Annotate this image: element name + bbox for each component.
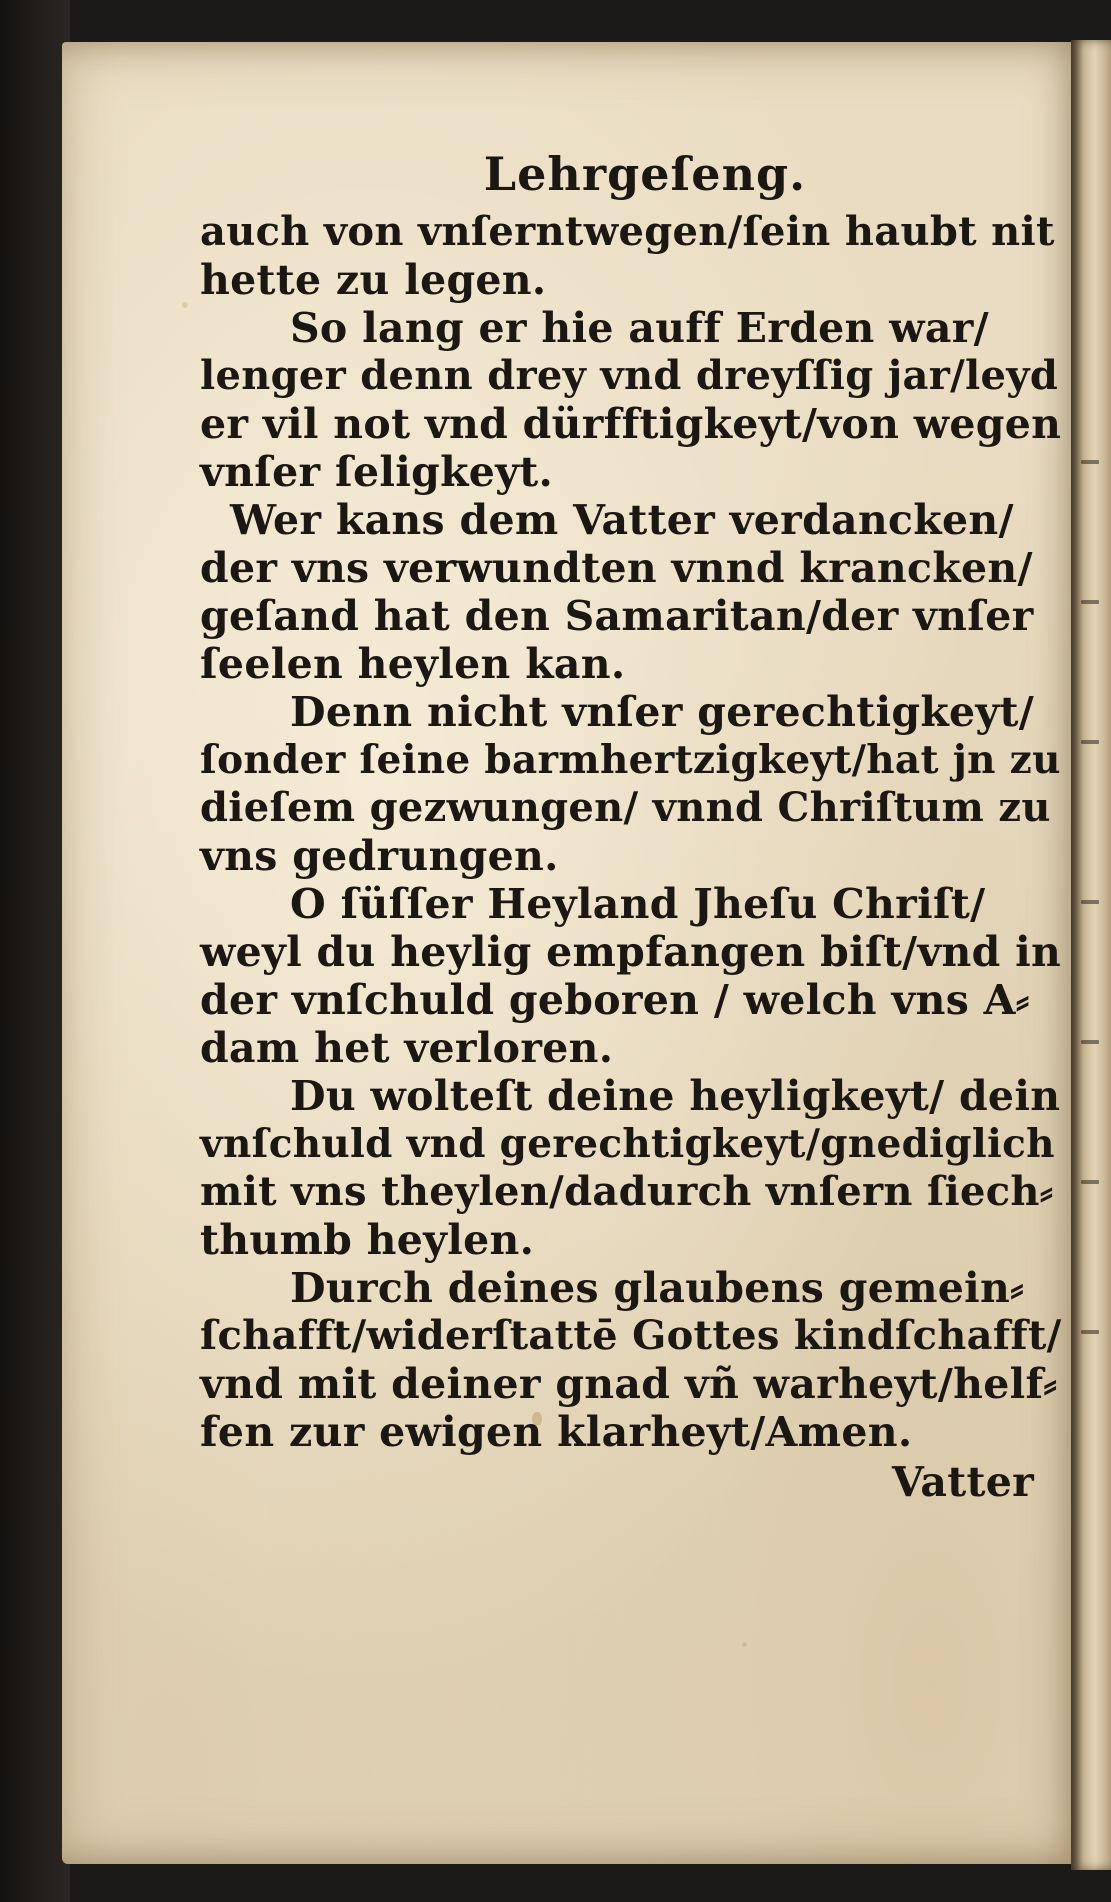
text-line: vnſchuld vnd gerechtigkeyt/gnediglich xyxy=(200,1121,1055,1167)
text-line: ſonder ſeine barmhertzigkeyt/hat jn zu xyxy=(200,737,1061,783)
bleed-through-mark xyxy=(1081,1330,1099,1334)
page-text xyxy=(200,147,1070,1506)
stanza-first-line: Denn nicht vnſer gerechtigkeyt/ xyxy=(290,688,1035,736)
stanza-first-line: So lang er hie auff Erden war/ xyxy=(290,304,989,352)
stanza-first-line: Durch deines glaubens gemein⸗ xyxy=(290,1264,1025,1312)
catchword: Vatter xyxy=(892,1458,1034,1506)
text-line: mit vns theylen/dadurch vnſern ſiech⸗ xyxy=(200,1168,1054,1215)
text-line: er vil not vnd dürfftigkeyt/von wegen xyxy=(200,400,1062,448)
text-line: vns gedrungen. xyxy=(200,832,559,880)
stanza-first-line: O ſüſſer Heyland Jheſu Chriſt/ xyxy=(290,880,986,928)
text-line: vnſer ſeligkeyt. xyxy=(200,448,554,496)
bleed-through-mark xyxy=(1081,900,1099,904)
bleed-through-mark xyxy=(1081,600,1099,604)
adjacent-page-edge xyxy=(1071,40,1111,1870)
text-line: ſchafft/widerſtattē Gottes kindſchafft/ xyxy=(200,1312,1062,1359)
paper-stain xyxy=(182,302,188,308)
text-line: der vnſchuld geboren / welch vns A⸗ xyxy=(200,976,1030,1024)
paper-stain xyxy=(742,1642,747,1647)
stanza-first-line: Du wolteſt deine heyligkeyt/ dein xyxy=(290,1072,1061,1120)
text-line: vnd mit deiner gnad vñ warheyt/helf⸗ xyxy=(200,1360,1058,1408)
text-line: der vns verwundten vnnd krancken/ xyxy=(200,544,1033,592)
text-line: ſeelen heylen kan. xyxy=(200,640,626,688)
text-line: geſand hat den Samaritan/der vnſer xyxy=(200,592,1034,640)
text-line: weyl du heylig empfangen biſt/vnd in xyxy=(200,928,1062,976)
bleed-through-mark xyxy=(1081,1180,1099,1184)
book-backing xyxy=(0,0,70,1902)
bleed-through-mark xyxy=(1081,740,1099,744)
stanza-first-line: Wer kans dem Vatter verdancken/ xyxy=(230,496,1014,544)
text-line: thumb heylen. xyxy=(200,1216,535,1264)
bleed-through-mark xyxy=(1081,1040,1099,1044)
text-line: dieſem gezwungen/ vnnd Chriſtum zu xyxy=(200,784,1051,831)
text-line: lenger denn drey vnd dreyſſig jar/leyd xyxy=(200,352,1059,399)
text-line: fen zur ewigen klarheyt/Amen. xyxy=(200,1408,913,1456)
page-heading: Lehrgeſeng. xyxy=(483,147,807,201)
text-line: dam het verloren. xyxy=(200,1024,614,1072)
bleed-through-mark xyxy=(1081,460,1099,464)
text-line: hette zu legen. xyxy=(200,256,547,304)
text-line: auch von vnſerntwegen/ſein haubt nit xyxy=(200,208,1055,255)
